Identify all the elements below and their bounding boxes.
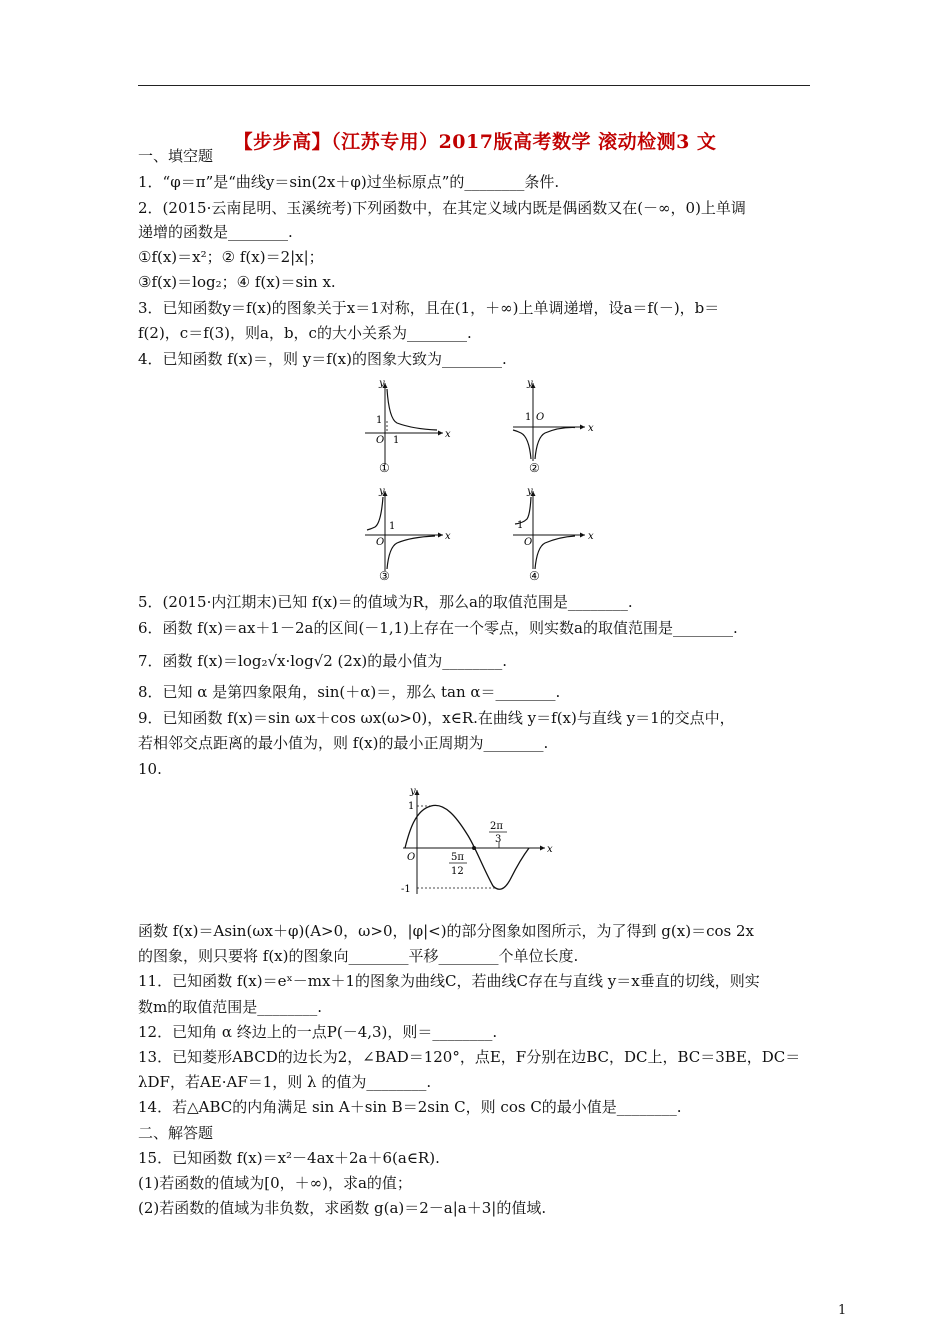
tick-label-1: 1 [393,435,400,446]
question-line: 的图象，则只要将 f(x)的图象向________平移________个单位长度. [138,947,579,965]
question-line: 1．“φ＝π”是“曲线y＝sin(2x＋φ)过坐标原点”的________条件. [138,173,560,191]
question-line: 15．已知函数 f(x)＝x²－4ax＋2a＋6(a∈R). [138,1149,440,1167]
graph-option-4 [505,483,605,585]
question-line: ③f(x)＝log₂；④ f(x)＝sin x. [138,273,336,291]
question-line: 11．已知函数 f(x)＝eˣ－mx＋1的图象为曲线C，若曲线C存在与直线 y＝x垂直的切线，则实 [138,972,760,990]
question-line: 12．已知角 α 终边上的一点P(－4,3)，则＝________. [138,1023,498,1041]
tick-label-1: 1 [376,415,383,426]
tick-label-1: 1 [525,412,532,423]
origin-label: O [407,852,416,863]
tick-label-1: 1 [389,521,396,532]
question-line: 3．已知函数y＝f(x)的图象关于x＝1对称，且在(1，＋∞)上单调递增，设a＝f(－)，b＝ [138,299,720,317]
question-line: f(2)，c＝f(3)，则a，b，c的大小关系为________. [138,324,472,342]
section-heading: 一、填空题 [138,147,214,165]
question-line: 2．(2015·云南昆明、玉溪统考)下列函数中，在其定义域内既是偶函数又在(－∞，0)上单调 [138,199,746,217]
section-heading: 二、解答题 [138,1124,214,1142]
origin-label: O [536,412,545,423]
axis-label-y: y [410,786,416,797]
question-line: 函数 f(x)＝Asin(ωx＋φ)(A>0，ω>0，|φ|<)的部分图象如图所示，为了得到 g(x)＝cos 2x [138,922,754,940]
question-line: 9．已知函数 f(x)＝sin ωx＋cos ωx(ω>0)，x∈R.在曲线 y＝f(x)与直线 y＝1的交点中， [138,709,735,727]
tick-label-5pi-12-den: 12 [451,866,464,877]
axis-label-x: x [547,844,553,855]
page-title: 【步步高】（江苏专用）2017版高考数学 滚动检测3 文 [233,131,717,153]
tick-label-1: 1 [408,801,415,812]
axis-label-y: y [527,486,533,497]
tick-label-2pi-3-num: 2π [490,821,503,832]
axis-label-x: x [445,429,451,440]
axis-label-y: y [379,378,385,389]
tick-label-5pi-12-num: 5π [451,852,464,863]
option-number: ③ [379,569,390,583]
question-line: 6．函数 f(x)＝ax＋1－2a的区间(－1,1)上存在一个零点，则实数a的取值范围是________. [138,619,738,637]
option-number: ① [379,461,390,475]
graph-option-3 [355,483,455,585]
option-number: ④ [529,569,540,583]
axis-label-y: y [527,378,533,389]
graph-option-1 [355,375,455,477]
tick-label-neg1: -1 [401,884,411,895]
header-rule [138,85,810,86]
origin-label: O [524,537,533,548]
question-line: 递增的函数是________. [138,223,293,241]
sine-graph [395,782,560,902]
graph-option-2 [505,375,605,477]
question-line: 若相邻交点距离的最小值为，则 f(x)的最小正周期为________. [138,734,549,752]
question-line: 8．已知 α 是第四象限角，sin(＋α)＝，那么 tan α＝________. [138,683,561,701]
question-line: ①f(x)＝x²；② f(x)＝2|x|； [138,248,324,266]
tick-label-1: 1 [517,520,524,531]
question-line: (1)若函数的值域为[0，＋∞)，求a的值； [138,1174,412,1192]
question-line: (2)若函数的值域为非负数，求函数 g(a)＝2－a|a＋3|的值域. [138,1199,547,1217]
question-line: 13．已知菱形ABCD的边长为2，∠BAD＝120°，点E，F分别在边BC，DC上，BC＝3BE，DC＝ [138,1048,801,1066]
question-line: 14．若△ABC的内角满足 sin A＋sin B＝2sin C，则 cos C的最小值是________. [138,1098,682,1116]
origin-label: O [376,435,385,446]
question-line: 数m的取值范围是________. [138,998,322,1016]
axis-label-y: y [379,486,385,497]
page-number: 1 [838,1303,847,1318]
axis-label-x: x [588,531,594,542]
origin-label: O [376,537,385,548]
question-line: 7．函数 f(x)＝log₂√x·log√2 (2x)的最小值为________. [138,652,508,670]
question-line: λDF，若AE·AF＝1，则 λ 的值为________. [138,1073,432,1091]
axis-label-x: x [588,423,594,434]
question-line: 4．已知函数 f(x)＝，则 y＝f(x)的图象大致为________. [138,350,507,368]
option-number: ② [529,461,540,475]
axis-label-x: x [445,531,451,542]
question-line: 10. [138,760,162,778]
question-line: 5．(2015·内江期末)已知 f(x)＝的值域为R，那么a的取值范围是________. [138,593,633,611]
tick-label-2pi-3-den: 3 [495,834,502,845]
